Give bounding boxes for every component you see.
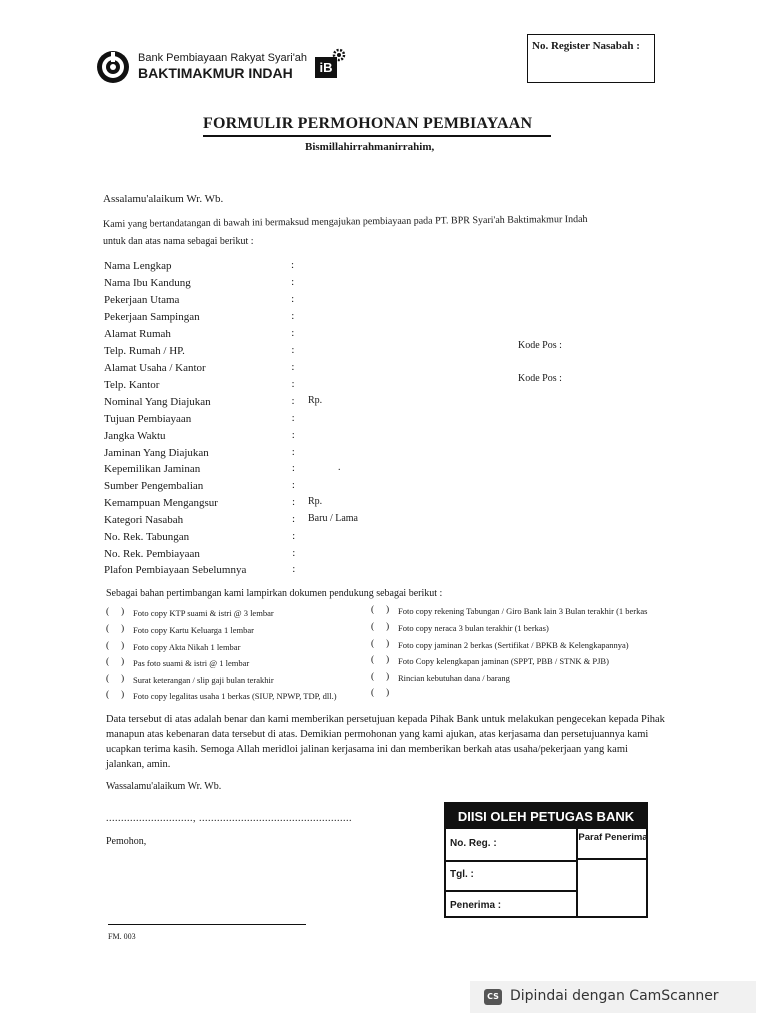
field-label: No. Rek. Pembiayaan — [104, 548, 200, 560]
bank-box-row-line — [576, 858, 648, 860]
document-item-label: Foto copy rekening Tabungan / Giro Bank lain 3 Bulan terakhir (1 berkas — [398, 606, 648, 616]
field-label: Alamat Usaha / Kantor — [104, 362, 206, 374]
field-label: Plafon Pembiayaan Sebelumnya — [104, 564, 247, 576]
document-checkbox-open[interactable]: ( — [106, 607, 110, 617]
gear-icon — [332, 48, 346, 62]
field-colon: : — [291, 310, 295, 322]
field-label: Telp. Rumah / HP. — [104, 345, 185, 357]
document-checkbox-open[interactable]: ( — [371, 672, 375, 682]
document-item-label: Foto copy KTP suami & istri @ 3 lembar — [133, 608, 274, 618]
document-checkbox-open[interactable]: ( — [371, 688, 375, 698]
field-colon: : — [291, 496, 296, 508]
page-title: FORMULIR PERMOHONAN PEMBIAYAAN — [203, 115, 533, 132]
penerima-field[interactable]: Penerima : — [450, 900, 502, 911]
field-label: Telp. Kantor — [104, 379, 160, 391]
camscanner-watermark — [470, 981, 756, 1013]
place-date-field[interactable]: ............................., ................................................... — [106, 813, 352, 824]
document-checkbox-open[interactable]: ( — [371, 639, 375, 649]
document-checkbox-open[interactable]: ( — [106, 641, 110, 651]
bank-name-line1: Bank Pembiayaan Rakyat Syari'ah — [138, 52, 308, 64]
bismillah-subtitle: Bismillahirrahmanirrahim, — [305, 141, 435, 153]
document-checkbox-close[interactable]: ) — [386, 672, 390, 682]
field-colon: : — [292, 530, 296, 542]
kode-pos-rumah-label: Kode Pos : — [518, 340, 562, 351]
field-label: Jaminan Yang Diajukan — [104, 447, 209, 459]
intro-line1: Kami yang bertandatangan di bawah ini bermaksud mengajukan pembiayaan pada PT. BPR Syari'ah Baktimakmur Indah — [102, 213, 588, 230]
field-label: Pekerjaan Utama — [104, 294, 180, 306]
field-colon: : — [292, 563, 296, 575]
tgl-field[interactable]: Tgl. : — [450, 869, 474, 880]
farewell: Wassalamu'alaikum Wr. Wb. — [106, 781, 222, 792]
document-item-label: Foto Copy kelengkapan jaminan (SPPT, PBB / STNK & PJB) — [398, 656, 609, 666]
field-label: No. Rek. Tabungan — [104, 531, 190, 543]
document-checkbox-open[interactable]: ( — [371, 605, 375, 615]
bank-box-row-line — [446, 860, 577, 862]
document-item-label: Foto copy jaminan 2 berkas (Sertifikat / BPKB & Kelengkapannya) — [398, 640, 629, 650]
field-colon: : — [292, 513, 296, 525]
field-label: Kepemilikan Jaminan — [104, 463, 201, 475]
field-colon: : — [291, 429, 295, 441]
document-item-label: Foto copy Akta Nikah 1 lembar — [133, 642, 241, 652]
field-label: Nama Lengkap — [104, 260, 172, 272]
field-colon: : — [291, 378, 295, 390]
document-item-label: Surat keterangan / slip gaji bulan terakhir — [133, 675, 274, 685]
field-colon: : — [291, 395, 295, 407]
field-label: Nama Ibu Kandung — [104, 277, 191, 289]
field-value[interactable]: Rp. — [308, 496, 323, 507]
document-item-label: Pas foto suami & istri @ 1 lembar — [133, 658, 250, 668]
field-colon: : — [291, 327, 295, 339]
document-checkbox-close[interactable]: ) — [121, 674, 125, 684]
field-value[interactable]: . — [338, 462, 341, 473]
document-checkbox-open[interactable]: ( — [106, 624, 110, 634]
document-checkbox-open[interactable]: ( — [106, 657, 110, 667]
field-colon: : — [291, 259, 295, 271]
field-label: Nominal Yang Diajukan — [104, 396, 211, 408]
field-label: Tujuan Pembiayaan — [104, 413, 192, 425]
document-checkbox-close[interactable]: ) — [386, 639, 390, 649]
pemohon-label: Pemohon, — [106, 836, 147, 847]
document-checkbox-open[interactable]: ( — [371, 655, 375, 665]
field-colon: : — [291, 462, 295, 474]
ib-logo: iB — [315, 57, 337, 78]
document-item-label: Foto copy neraca 3 bulan terakhir (1 berkas) — [398, 623, 549, 633]
field-colon: : — [291, 412, 295, 424]
field-colon: : — [292, 547, 296, 559]
document-item-label: Foto copy legalitas usaha 1 berkas (SIUP, NPWP, TDP, dll.) — [133, 691, 337, 701]
greeting: Assalamu'alaikum Wr. Wb. — [103, 193, 224, 205]
closing-paragraph: Data tersebut di atas adalah benar dan kami memberikan persetujuan kepada Pihak Bank untuk melakukan pengecekan kepada Pihak manapun atas kebenaran data tersebut di atas. Demikian permohonan yang kami ajukan, atas kerjasama dan persetujuannya kami ucapkan terima kasih. Semoga Allah meridloi jalinan kerjasama ini dan memberikan berkah atas usaha/pekerjaan yang kami jalankan, amin. — [106, 714, 665, 770]
field-colon: : — [291, 293, 295, 305]
document-checkbox-close[interactable]: ) — [386, 655, 390, 665]
field-label: Alamat Rumah — [104, 328, 171, 340]
bank-officer-box — [444, 802, 648, 918]
field-colon: : — [291, 276, 295, 288]
document-checkbox-close[interactable]: ) — [121, 657, 125, 667]
field-label: Kemampuan Mengangsur — [104, 497, 218, 509]
paraf-penerima-label: Paraf Penerima — [578, 832, 648, 843]
bank-box-row-line — [446, 890, 577, 892]
signature-line[interactable] — [108, 924, 306, 925]
field-label: Kategori Nasabah — [104, 514, 184, 526]
form-code: FM. 003 — [108, 932, 136, 941]
field-label: Jangka Waktu — [104, 430, 166, 442]
camscanner-logo-icon: CS — [484, 989, 502, 1005]
document-checkbox-open[interactable]: ( — [106, 690, 110, 700]
bank-name-line2: BAKTIMAKMUR INDAH — [138, 65, 293, 81]
field-label: Sumber Pengembalian — [104, 480, 204, 492]
document-item-label: Rincian kebutuhan dana / barang — [398, 673, 510, 683]
no-reg-field[interactable]: No. Reg. : — [450, 838, 497, 849]
document-checkbox-open[interactable]: ( — [371, 622, 375, 632]
document-checkbox-open[interactable]: ( — [106, 674, 110, 684]
field-colon: : — [291, 344, 295, 356]
field-value[interactable]: Baru / Lama — [308, 513, 358, 524]
register-number-label: No. Register Nasabah : — [532, 40, 640, 52]
documents-intro: Sebagai bahan pertimbangan kami lampirkan dokumen pendukung sebagai berikut : — [106, 588, 443, 599]
field-label: Pekerjaan Sampingan — [104, 311, 200, 323]
document-checkbox-close[interactable]: ) — [386, 605, 390, 615]
document-checkbox-close[interactable]: ) — [386, 688, 390, 698]
document-checkbox-close[interactable]: ) — [121, 690, 125, 700]
bank-logo-icon — [96, 50, 130, 84]
document-checkbox-close[interactable]: ) — [121, 624, 125, 634]
intro-line2: untuk dan atas nama sebagai berikut : — [103, 236, 254, 247]
title-underline — [203, 135, 551, 137]
bank-box-header: DIISI OLEH PETUGAS BANK — [446, 804, 646, 829]
camscanner-text: Dipindai dengan CamScanner — [510, 988, 719, 1004]
document-checkbox-close[interactable]: ) — [121, 641, 125, 651]
field-value[interactable]: Rp. — [308, 395, 323, 406]
document-checkbox-close[interactable]: ) — [121, 607, 125, 617]
field-colon: : — [291, 446, 295, 458]
document-item-label: Foto copy Kartu Keluarga 1 lembar — [133, 625, 254, 635]
kode-pos-usaha-label: Kode Pos : — [518, 373, 562, 384]
field-colon: : — [291, 479, 295, 491]
field-colon: : — [291, 361, 295, 373]
document-checkbox-close[interactable]: ) — [386, 622, 390, 632]
